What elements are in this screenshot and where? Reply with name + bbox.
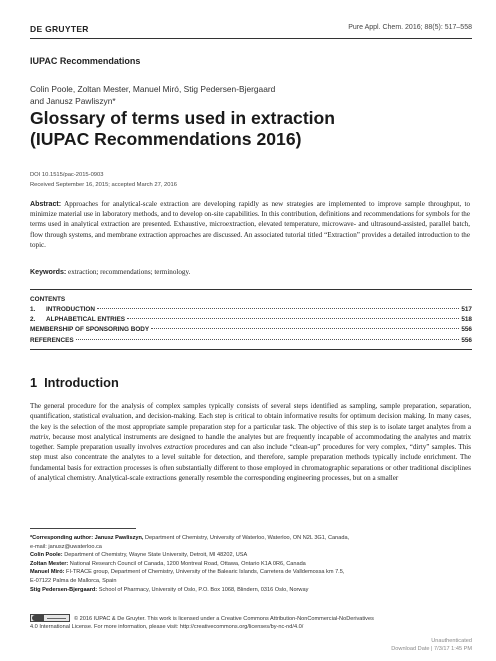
publisher-name: DE GRUYTER <box>30 24 89 34</box>
paragraph-text: , because most analytical instruments are designed to handle the analytes but are frequently incapable of accommodating the analytes and matrix together. Sample preparation usually involves <box>30 432 471 451</box>
creative-commons-icon[interactable] <box>30 614 70 622</box>
toc-leader <box>127 318 459 319</box>
keywords <box>30 268 190 276</box>
article-meta <box>30 171 177 190</box>
author-list <box>30 84 430 107</box>
emphasis-extraction: extraction <box>163 443 193 451</box>
footnote-email[interactable]: e-mail: janusz@uwaterloo.ca <box>30 543 102 550</box>
title-line-1: Glossary of terms used in extraction <box>30 108 336 128</box>
section-title: Introduction <box>44 375 119 390</box>
contents-top-rule <box>30 289 472 290</box>
paragraph-text: procedures and can also include “clean-up” procedures for very complex, “dirty” samples. This step must also concentrate the analytes to a level suitable for detection, and therefore, sample preparation methods typically include enrichment. The fundamental basis for extraction processes is often substantially different to those employed in chromatographic separations or other traditional disciplines of analytical chemistry. Analytical-scale extractions generally resemble the corresponding engineering processes, but on a smaller <box>30 443 471 482</box>
footnote-text: School of Pharmacy, University of Oslo, P.O. Box 1068, Blindern, 0316 Oslo, Norway <box>97 586 309 593</box>
journal-reference: Pure Appl. Chem. 2016; 88(5): 517–558 <box>348 24 472 31</box>
authors-line-1: Colin Poole, Zoltan Mester, Manuel Miró, Stig Pedersen-Bjergaard <box>30 84 276 94</box>
contents-title: CONTENTS <box>30 296 66 303</box>
footnote-text: Department of Chemistry, Wayne State University, Detroit, MI 48202, USA <box>62 552 248 559</box>
footnote-miro-cont: E-07122 Palma de Mallorca, Spain <box>30 577 117 584</box>
toc-number: 1. <box>30 306 36 313</box>
toc-number: 2. <box>30 316 36 324</box>
toc-page: 556 <box>461 326 472 334</box>
toc-row-references[interactable] <box>30 337 472 347</box>
section-heading <box>30 375 119 390</box>
footnote-poole <box>30 551 471 560</box>
introduction-paragraph <box>30 401 471 483</box>
toc-page: 556 <box>461 336 472 344</box>
footnote-label: Manuel Miró: <box>30 569 65 576</box>
toc-label: REFERENCES <box>30 336 74 344</box>
download-watermark <box>391 637 472 653</box>
keywords-text: extraction; recommendations; terminology. <box>68 268 191 276</box>
footnotes <box>30 534 471 594</box>
article-title <box>30 108 470 149</box>
footnote-label: Colin Poole: <box>30 552 63 559</box>
watermark-line-1: Unauthenticated <box>431 638 472 644</box>
toc-row-alphabetical-entries[interactable] <box>30 316 472 326</box>
page-header <box>30 24 472 38</box>
header-rule <box>30 38 472 39</box>
section-label: IUPAC Recommendations <box>30 56 141 66</box>
license-line-2[interactable]: 4.0 International License. For more information, please visit: http://creativecommons.org/licenses/by-nc-nd/4.0/ <box>30 624 304 631</box>
footnote-mester <box>30 560 471 569</box>
contents-bottom-rule <box>30 349 472 350</box>
keywords-label: Keywords: <box>30 268 67 276</box>
doi: DOI 10.1515/pac-2015-0903 <box>30 172 104 178</box>
title-line-2: (IUPAC Recommendations 2016) <box>30 128 302 149</box>
license-text: © 2016 IUPAC & De Gruyter. This work is licensed under a Creative Commons Attribution-NonCommercial-NoDerivatives <box>74 616 374 622</box>
paragraph-text: The general procedure for the analysis of complex samples typically consists of several steps identified as sampling, sample preparation, separation, quantification, statistical evaluation, and decision-making. Each step is critical to obtain informative results for optimum decision making. In many cases, the key is the selection of the most appropriate sample preparation step for a particular task. The objective of this step is to isolate target analytes from a <box>30 402 471 431</box>
toc-label: INTRODUCTION <box>46 306 95 313</box>
authors-line-2: and Janusz Pawliszyn* <box>30 95 116 106</box>
footnote-text: Department of Chemistry, University of Waterloo, Waterloo, ON N2L 3G1, Canada, <box>143 535 350 541</box>
footnote-text: National Research Council of Canada, 1200 Montreal Road, Ottawa, Ontario K1A 0R6, Canada <box>68 560 306 567</box>
toc-leader <box>76 339 460 340</box>
footnote-corresponding <box>30 534 471 543</box>
footnote-label: Stig Pedersen-Bjergaard: <box>30 586 98 593</box>
toc-row-membership[interactable] <box>30 326 472 336</box>
license-notice <box>30 614 471 631</box>
footnote-pedersen <box>30 586 471 595</box>
footnote-rule <box>30 528 136 529</box>
abstract-label: Abstract: <box>30 200 62 208</box>
toc-row-introduction[interactable] <box>30 306 472 316</box>
toc-leader <box>97 308 459 309</box>
toc-label: ALPHABETICAL ENTRIES <box>46 316 126 324</box>
table-of-contents <box>30 296 472 347</box>
abstract-text: Approaches for analytical-scale extraction are developing rapidly as new strategies are implemented to improve sample throughput, to minimize material use in laboratory methods, and to develop on-site capabilities. In this contribution, definitions and recommendations for symbols for the terms used in analytical extraction are presented. Exhaustive, microextraction, elevated temperature, microwave- and ultrasound-assisted, parallel batch, flow through systems, and membrane extraction approaches are discussed. An associated tutorial titled “Extraction” provides a detailed introduction to the topic. <box>30 200 470 249</box>
footnote-text: FI-TRACE group, Department of Chemistry, University of the Balearic Islands, Carretera de Valldemossa km 7.5, <box>64 569 345 576</box>
watermark-line-2: Download Date | 7/3/17 1:45 PM <box>391 646 472 652</box>
abstract <box>30 199 470 250</box>
footnote-miro <box>30 568 471 577</box>
section-number: 1 <box>30 375 38 390</box>
toc-label: MEMBERSHIP OF SPONSORING BODY <box>30 326 150 334</box>
emphasis-matrix: matrix <box>30 432 49 441</box>
footnote-label: *Corresponding author: Janusz Pawliszyn, <box>30 535 144 541</box>
toc-page: 517 <box>461 306 472 313</box>
footnote-label: Zoltan Mester: <box>30 560 69 567</box>
license-line-1 <box>30 614 471 623</box>
toc-page: 518 <box>461 316 472 324</box>
received-dates: Received September 16, 2015; accepted March 27, 2016 <box>30 181 177 188</box>
toc-leader <box>151 328 459 329</box>
